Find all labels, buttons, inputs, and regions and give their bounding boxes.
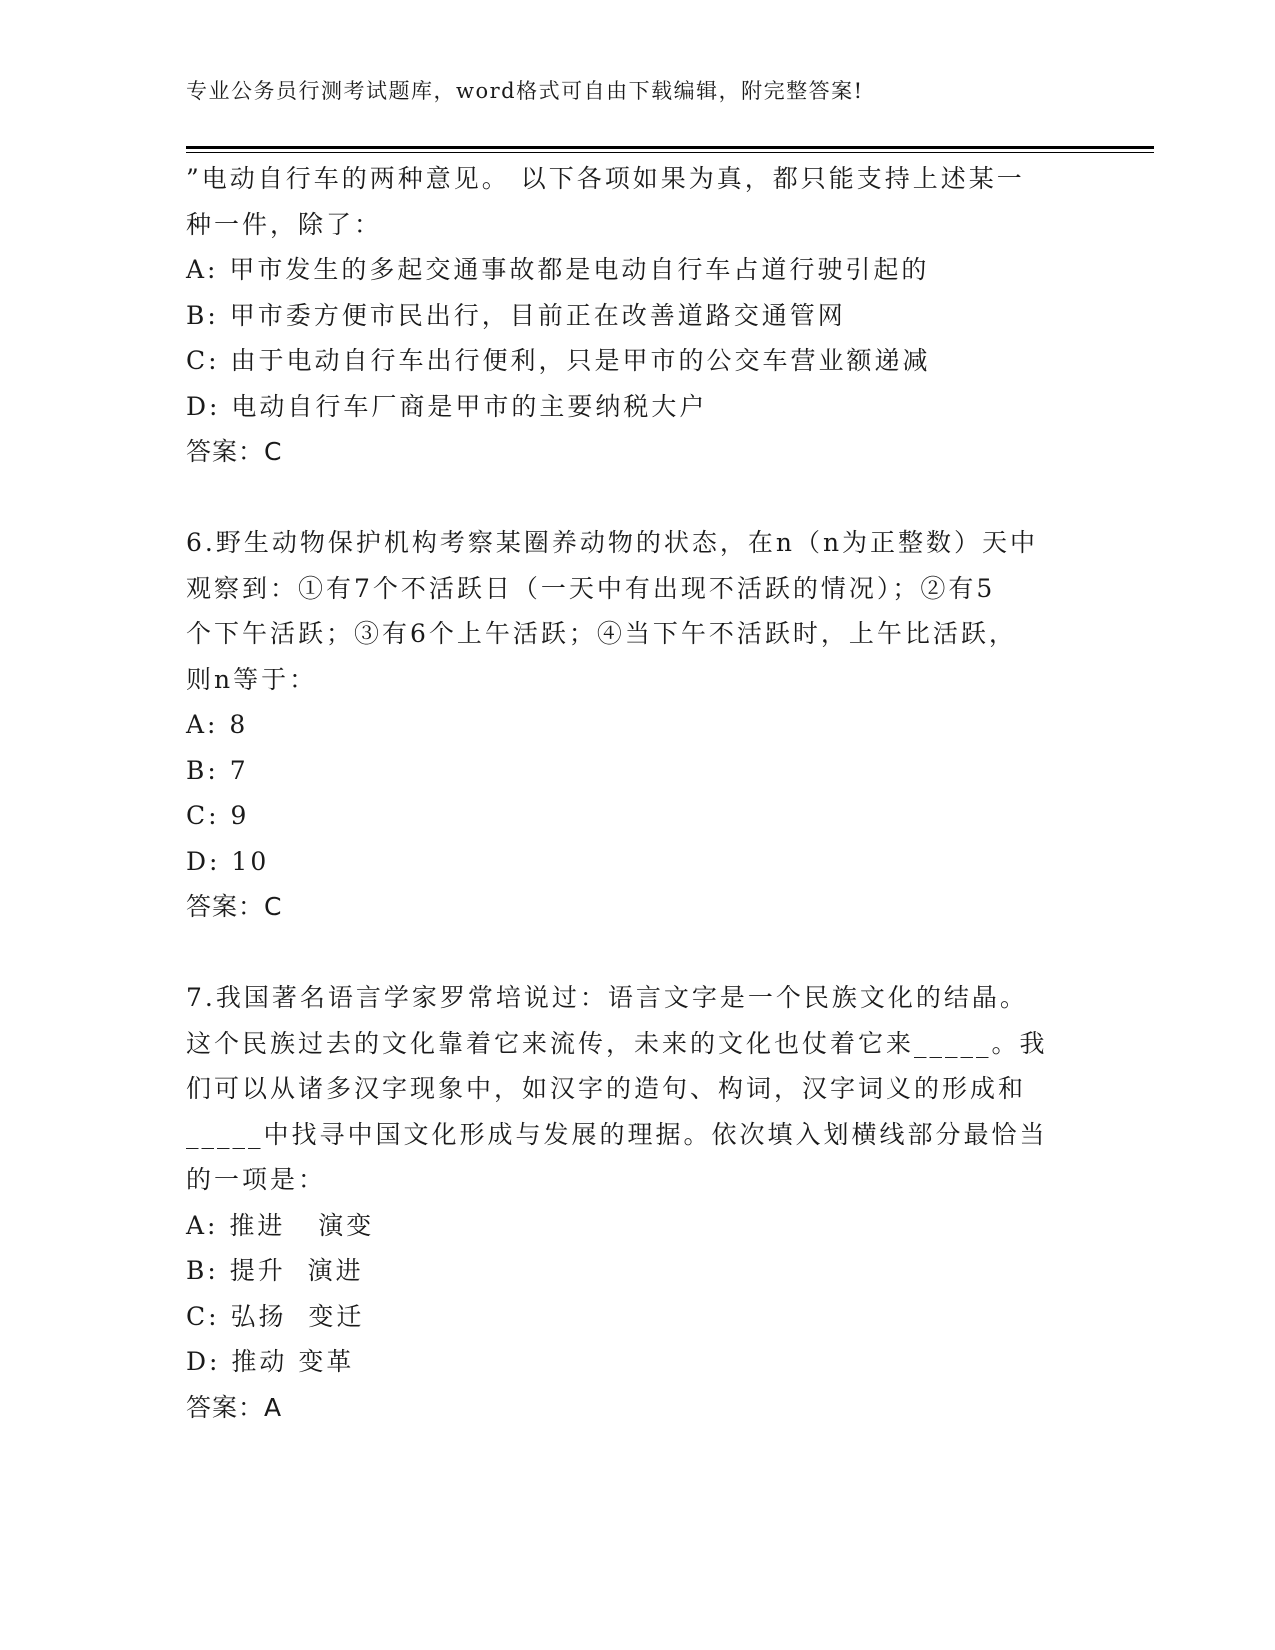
question-stem-line: 6.野生动物保护机构考察某圈养动物的状态，在n（n为正整数）天中 xyxy=(186,528,1039,557)
question-stem-line: 个下午活跃；③有6个上午活跃；④当下午不活跃时，上午比活跃， xyxy=(186,619,1017,648)
question-5 xyxy=(186,156,1086,475)
page-header: 专业公务员行测考试题库，word格式可自由下载编辑，附完整答案! xyxy=(186,79,864,103)
option-b: B: 提升 演进 xyxy=(186,1256,364,1285)
option-b: B: 7 xyxy=(186,755,249,785)
option-d: D: 电动自行车厂商是甲市的主要纳税大户 xyxy=(186,391,708,421)
option-a: A: 推进 演变 xyxy=(186,1210,375,1240)
answer-line: 答案：C xyxy=(186,437,283,466)
question-stem-line: 则n等于： xyxy=(186,664,318,694)
answer-line: 答案：C xyxy=(186,892,283,921)
answer-line: 答案：A xyxy=(186,1392,283,1422)
question-content xyxy=(186,156,1086,1430)
question-stem-line: 的一项是： xyxy=(186,1165,327,1194)
question-7 xyxy=(186,975,1086,1430)
option-c: C: 9 xyxy=(186,801,250,830)
option-c: C: 由于电动自行车出行便利，只是甲市的公交车营业额递减 xyxy=(186,346,931,375)
option-b: B: 甲市委方便市民出行，目前正在改善道路交通管网 xyxy=(186,300,846,330)
question-stem-line: _____中找寻中国文化形成与发展的理据。依次填入划横线部分最恰当 xyxy=(186,1119,1048,1149)
header-rule-thick xyxy=(186,146,1154,149)
option-c: C: 弘扬 变迁 xyxy=(186,1301,365,1331)
header-rule-thin xyxy=(186,152,1154,153)
question-stem-line: ”电动自行车的两种意见。 以下各项如果为真，都只能支持上述某一 xyxy=(186,164,1025,193)
question-stem-line: 7.我国著名语言学家罗常培说过：语言文字是一个民族文化的结晶。 xyxy=(186,983,1028,1012)
question-stem-line: 们可以从诸多汉字现象中，如汉字的造句、构词，汉字词义的形成和 xyxy=(186,1074,1027,1103)
option-a: A: 甲市发生的多起交通事故都是电动自行车占道行驶引起的 xyxy=(186,255,930,284)
question-6 xyxy=(186,520,1086,930)
option-d: D: 推动 变革 xyxy=(186,1347,355,1376)
question-stem-line: 观察到：①有7个不活跃日（一天中有出现不活跃的情况）；②有5 xyxy=(186,573,996,603)
option-d: D: 10 xyxy=(186,846,270,876)
question-stem-line: 这个民族过去的文化靠着它来流传，未来的文化也仗着它来_____。我 xyxy=(186,1028,1048,1058)
option-a: A: 8 xyxy=(186,710,249,739)
question-stem-line: 种一件，除了： xyxy=(186,209,383,239)
